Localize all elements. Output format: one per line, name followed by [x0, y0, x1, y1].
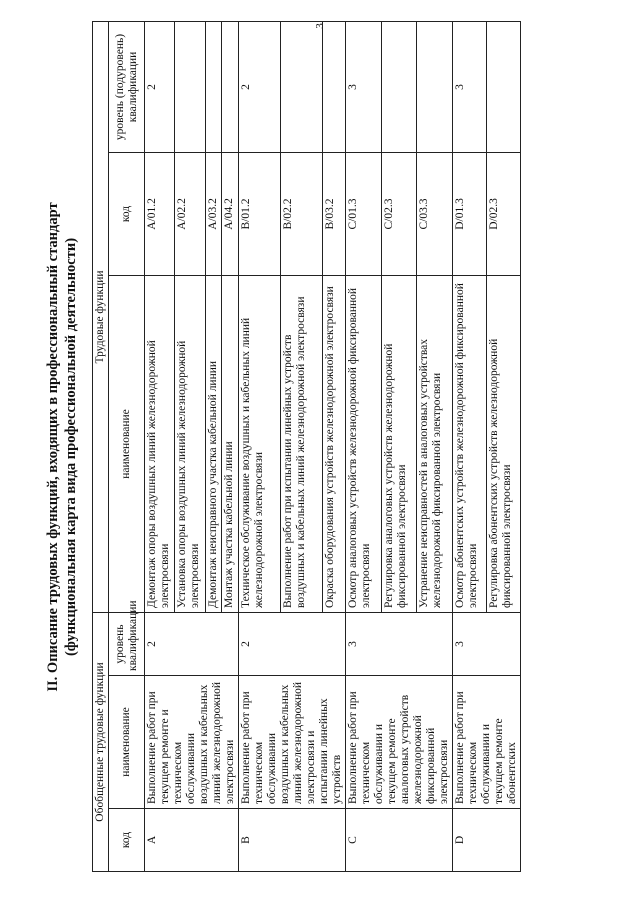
tlevel-header: уровень (подуровень) квалификации	[109, 21, 145, 152]
labor-function-name: Демонтаж неисправного участка кабельной линии	[205, 275, 222, 612]
labor-function-name: Демонтаж опоры воздушных линий железнодорожной электросвязи	[145, 275, 175, 612]
labor-function-code: D/01.3	[453, 152, 487, 275]
generalized-functions-header: Обобщенные трудовые функции	[93, 612, 109, 871]
gcode-header: код	[109, 809, 145, 872]
labor-function-code: C/01.3	[346, 152, 382, 275]
generalized-name: Выполнение работ при техническом обслуживании воздушных и кабельных линий железнодорожной электросвязи и испытании линейных устройств	[239, 676, 346, 809]
generalized-level: 2	[239, 612, 346, 675]
labor-function-name: Устранение неисправностей в аналоговых устройствах железнодорожной фиксированной электросвязи	[417, 275, 453, 612]
labor-function-code: A/01.2	[145, 152, 175, 275]
functional-map-table	[92, 21, 521, 872]
generalized-level: 2	[145, 612, 239, 675]
labor-function-code: D/02.3	[487, 152, 521, 275]
glevel-header: уровень квалификации	[109, 612, 145, 675]
labor-function-code: C/02.3	[381, 152, 417, 275]
tname-header: наименование	[109, 275, 145, 612]
section-title: II. Описание трудовых функций, входящих в профессиональный стандарт	[45, 202, 61, 692]
generalized-name: Выполнение работ при текущем ремонте и техническом обслуживании воздушных и кабельных линий железнодорожной электросвязи	[145, 676, 239, 809]
labor-function-level	[322, 21, 345, 152]
labor-function-level	[175, 21, 205, 152]
labor-function-code: C/03.3	[417, 152, 453, 275]
labor-function-code: A/03.2	[205, 152, 222, 275]
table-body	[145, 21, 521, 871]
labor-function-name: Регулировка абонентских устройств железнодорожной фиксированной электросвязи	[487, 275, 521, 612]
table-row	[346, 21, 382, 871]
generalized-code: B	[239, 809, 346, 872]
generalized-code: A	[145, 809, 239, 872]
table-row	[239, 21, 281, 871]
rotated-page	[45, 22, 605, 872]
labor-function-code: B/02.2	[280, 152, 322, 275]
labor-function-level: 2	[145, 21, 175, 152]
table-row	[453, 21, 487, 871]
generalized-code: D	[453, 809, 521, 872]
labor-function-code: A/04.2	[222, 152, 239, 275]
labor-function-name: Выполнение работ при испытании линейных устройств воздушных и кабельных линий железнодорожной электросвязи	[280, 275, 322, 612]
labor-function-level: 3	[453, 21, 487, 152]
generalized-level: 3	[346, 612, 453, 675]
labor-function-level	[381, 21, 417, 152]
labor-function-code: A/02.2	[175, 152, 205, 275]
generalized-code: C	[346, 809, 453, 872]
generalized-level: 3	[453, 612, 521, 675]
section-subtitle: (функциональная карта вида профессиональной деятельности)	[63, 237, 79, 657]
gname-header: наименование	[109, 676, 145, 809]
page-number: 3	[314, 23, 326, 29]
labor-functions-header: Трудовые функции	[93, 21, 109, 612]
labor-function-level	[222, 21, 239, 152]
labor-function-level	[205, 21, 222, 152]
labor-function-name: Осмотр абонентских устройств железнодорожной фиксированной электросвязи	[453, 275, 487, 612]
labor-function-name: Регулировка аналоговых устройств железнодорожной фиксированной электросвязи	[381, 275, 417, 612]
labor-function-code: B/03.2	[322, 152, 345, 275]
labor-function-level	[487, 21, 521, 152]
labor-function-level	[417, 21, 453, 152]
labor-function-level	[280, 21, 322, 152]
labor-function-name: Установка опоры воздушных линий железнодорожной электросвязи	[175, 275, 205, 612]
labor-function-name: Монтаж участка кабельной линии	[222, 275, 239, 612]
table-row	[145, 21, 175, 871]
labor-function-name: Техническое обслуживание воздушных и кабельных линий железнодорожной электросвязи	[239, 275, 281, 612]
tcode-header: код	[109, 152, 145, 275]
generalized-name: Выполнение работ при техническом обслуживании и текущем ремонте аналоговых устройств железнодорожной фиксированной электросвязи	[346, 676, 453, 809]
labor-function-level: 2	[239, 21, 281, 152]
generalized-name: Выполнение работ при техническом обслуживании и текущем ремонте абонентских	[453, 676, 521, 809]
labor-function-level: 3	[346, 21, 382, 152]
labor-function-name: Окраска оборудования устройств железнодорожной электросвязи	[322, 275, 345, 612]
labor-function-name: Осмотр аналоговых устройств железнодорожной фиксированной электросвязи	[346, 275, 382, 612]
labor-function-code: B/01.2	[239, 152, 281, 275]
